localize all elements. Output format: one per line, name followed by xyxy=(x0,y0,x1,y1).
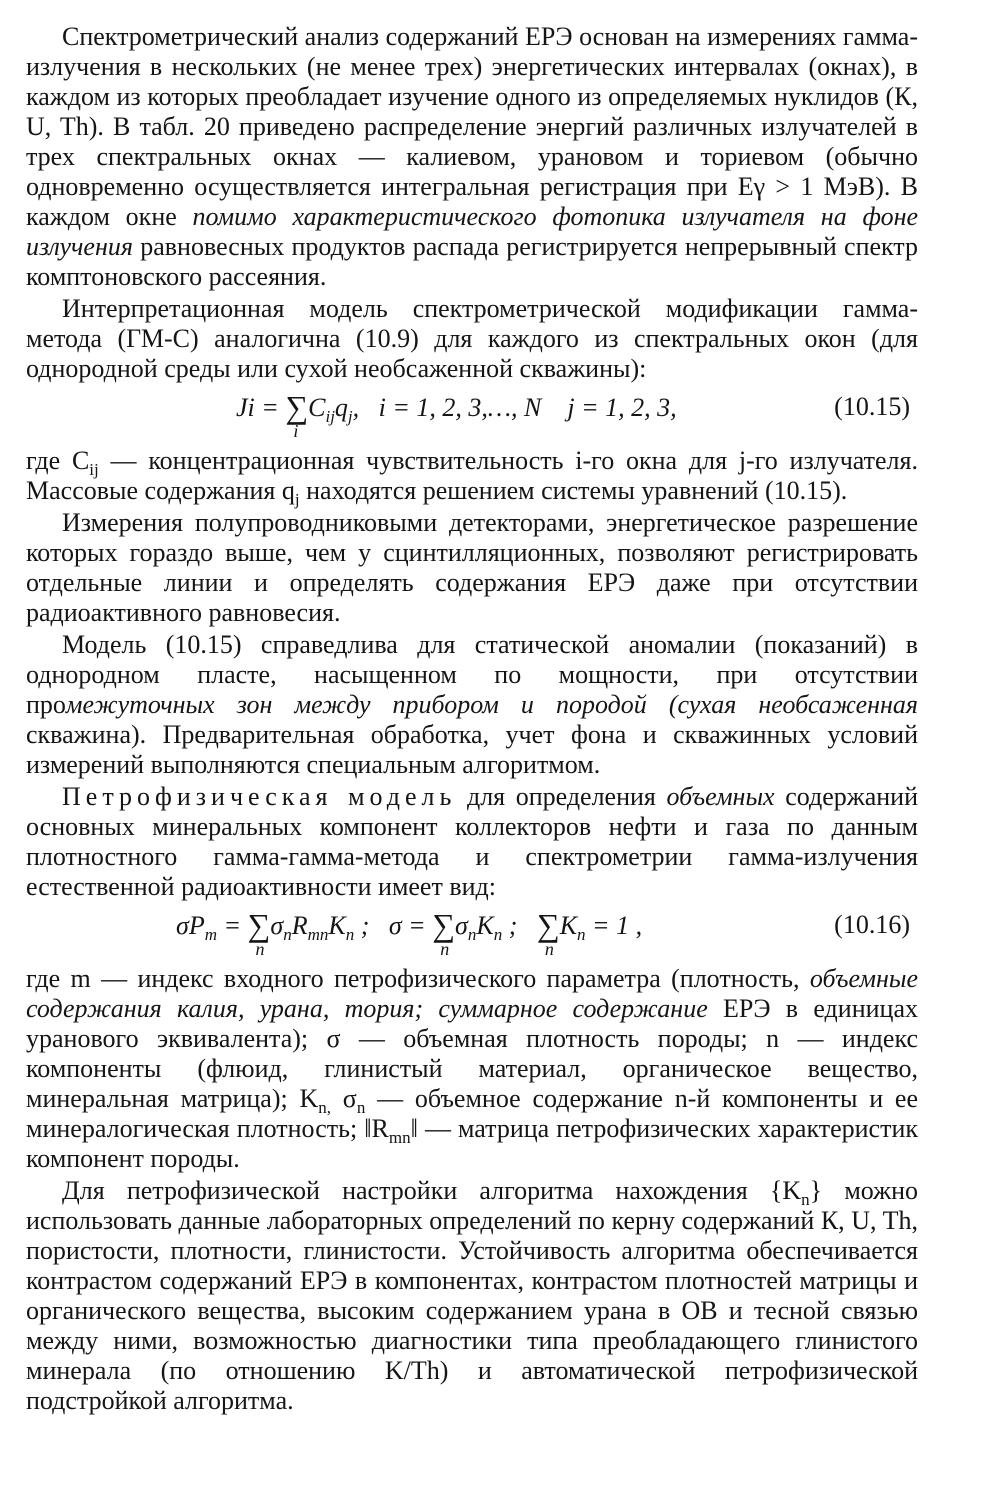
summation-sign: ∑ i xyxy=(285,389,309,441)
text-run: где m — индекс входного петрофизического параметра (плотность, xyxy=(26,964,810,993)
summation-sign: ∑ n xyxy=(536,907,560,959)
formula-subscript: mn xyxy=(307,925,329,945)
text-run: σ xyxy=(331,1084,357,1113)
subscript: n, xyxy=(318,1098,332,1118)
italic-run: объемных xyxy=(666,782,775,811)
formula-subscript: ij xyxy=(325,407,335,427)
formula-10-15 xyxy=(26,389,918,444)
formula-operator: ; σ = xyxy=(354,911,433,940)
text-run: Модель (10.15) справедлива для статической аномалии (показаний) в однородном пласте, насыщенном по мощности, при отсутствии про xyxy=(26,630,918,719)
text-run: Для петрофизической настройки алгоритма нахождения {K xyxy=(62,1176,802,1205)
paragraph-interpretation-model xyxy=(26,294,918,384)
formula-subscript: j xyxy=(347,407,353,427)
formula-operator: = xyxy=(217,911,248,940)
summation-sign: ∑ n xyxy=(432,907,456,959)
text-run: Интерпретационная модель спектрометрической модификации гамма-метода (ГМ-С) аналогична (10.9) для каждого из спектральных окон (для однородной среды или сухой необсаженной скважины): xyxy=(26,294,918,383)
italic-run: помимо характеристического фотопика излучателя на фоне излучения xyxy=(26,202,919,261)
paragraph-cij-definition xyxy=(26,446,918,510)
formula-lhs: Ji = xyxy=(236,393,286,422)
formula-symbol: R xyxy=(291,911,308,940)
text-run: } можно использовать данные лабораторных определений по керну содержаний К, U, Th, пористости, плотности, глинистости. Устойчивость алгоритма обеспечивается контрастом содержаний ЕРЭ в компонентах, контрастом плотностей матрицы и органического вещества, высоким содержанием урана в ОВ и тесной связью между ними, возможностью диагностики типа преобладающего глинистого минерала (по отношению K/Th) и автоматической петрофизической подстройкой алгоритма. xyxy=(26,1176,918,1415)
formula-symbol: K xyxy=(476,911,494,940)
formula-symbol: q xyxy=(334,393,348,422)
subscript: n xyxy=(356,1098,366,1118)
formula-symbol: C xyxy=(308,393,326,422)
formula-subscript: n xyxy=(577,925,586,945)
summation-index: n xyxy=(440,939,450,959)
summation-index: i xyxy=(293,421,299,441)
subscript: j xyxy=(294,490,300,510)
formula-indices: , i = 1, 2, 3,…, N j = 1, 2, 3, xyxy=(352,393,677,422)
italic-run: объемные содержания калия, урана, тория; суммарное содержание xyxy=(26,964,918,1023)
text-run: ‖ — матрица петрофизических характеристик компонент породы. xyxy=(26,1114,918,1173)
text-run: для определения xyxy=(456,782,667,811)
text-run: скважина). Предварительная обработка, учет фона и скважинных условий измерений выполняются специальным алгоритмом. xyxy=(26,720,918,779)
text-run: где C xyxy=(26,446,90,475)
text-run: Спектрометрический анализ содержаний ЕРЭ основан на измерениях гамма-излучения в нескольких (не менее трех) энергетических интервалах (окнах), в каждом из которых преобладает изучение одного из определяемых нуклидов (К, U, Th). В табл. 20 приведено распределение энергий различных излучателей в трех спектральных окнах — калиевом, урановом и ториевом (обычно одновременно осуществляется интегральная регистрация при Eγ > 1 МэВ). В каждом окне xyxy=(26,22,918,231)
formula-symbol: σ xyxy=(270,911,284,940)
formula-symbol: K xyxy=(559,911,578,940)
formula-expression xyxy=(176,907,643,959)
formula-symbol: σ xyxy=(455,911,468,940)
text-run: — объемное содержание n-й компоненты и ее минералогическая плотность; ‖R xyxy=(26,1084,919,1143)
subscript: mn xyxy=(388,1128,411,1148)
paragraph-semiconductor-detectors xyxy=(26,508,918,628)
paragraph-petrophysical-model xyxy=(26,782,918,902)
formula-symbol: σP xyxy=(176,911,205,940)
formula-10-16 xyxy=(26,907,918,962)
paragraph-algorithm-tuning xyxy=(26,1176,918,1416)
formula-subscript: n xyxy=(345,925,355,945)
italic-run: межуточных зон между прибором и породой (сухая необсаженная xyxy=(65,690,918,719)
equation-number: (10.15) xyxy=(834,392,910,421)
formula-operator: ; xyxy=(502,911,537,940)
formula-symbol: K xyxy=(328,911,346,940)
text-run: содержаний основных минеральных компонент коллекторов нефти и газа по данным плотностного гамма-гамма-метода и спектрометрии гамма-излучения естественной радиоактивности имеет вид: xyxy=(26,782,918,901)
summation-index: n xyxy=(255,939,265,959)
paragraph-model-validity xyxy=(26,630,918,780)
formula-subscript: n xyxy=(467,925,477,945)
summation-sign: ∑ n xyxy=(247,907,271,959)
summation-index: n xyxy=(544,939,554,959)
paragraph-index-definitions xyxy=(26,964,918,1174)
formula-subscript: n xyxy=(493,925,503,945)
formula-subscript: n xyxy=(283,925,292,945)
subscript: ij xyxy=(89,460,99,480)
formula-expression xyxy=(236,389,677,441)
formula-rhs: = 1 , xyxy=(585,911,643,940)
equation-number: (10.16) xyxy=(834,910,910,939)
text-run: равновесных продуктов распада регистрируется непрерывный спектр комптоновского рассеяния. xyxy=(26,232,918,291)
spaced-term: Петрофизическая модель xyxy=(62,782,457,811)
formula-subscript: m xyxy=(204,925,217,945)
text-run: Измерения полупроводниковыми детекторами, энергетическое разрешение которых гораздо выше, чем у сцинтилляционных, позволяют регистрировать отдельные линии и определять содержания ЕРЭ даже при отсутствии радиоактивного равновесия. xyxy=(26,508,918,627)
paragraph-spectrometric-analysis xyxy=(26,22,918,292)
text-run: находятся решением системы уравнений (10.15). xyxy=(299,476,848,505)
text-run: ЕРЭ в единицах уранового эквивалента); σ — объемная плотность породы; n — индекс компоненты (флюид, глинистый материал, органическое вещество, минеральная матрица); K xyxy=(26,994,918,1113)
text-run: — концентрационная чувствительность i-го окна для j-го излучателя. Массовые содержания q xyxy=(26,446,918,505)
subscript: n xyxy=(801,1190,810,1210)
